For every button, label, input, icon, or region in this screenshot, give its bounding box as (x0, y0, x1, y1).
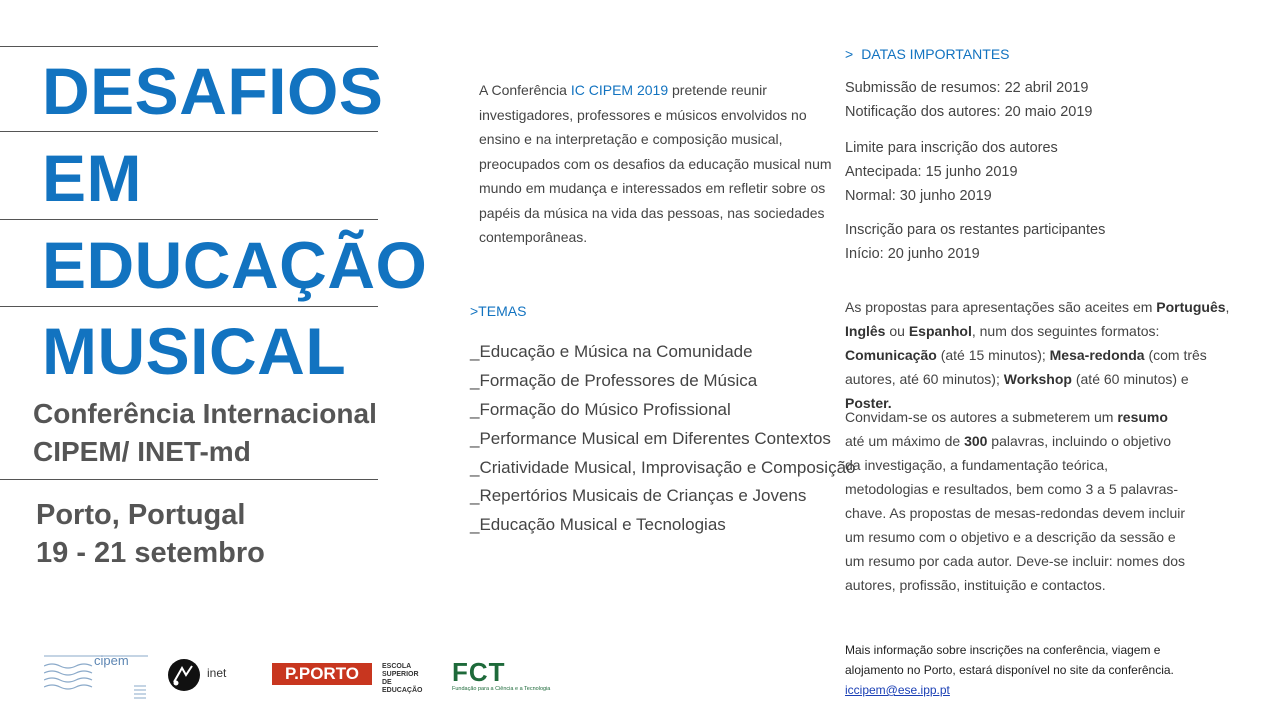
title-line-4: MUSICAL (42, 314, 347, 388)
intro-highlight: IC CIPEM 2019 (570, 82, 669, 98)
divider-2 (0, 219, 378, 220)
inet-logo (167, 658, 257, 694)
escola-line: SUPERIOR (382, 671, 419, 678)
submission-paragraph (845, 405, 1190, 597)
proposals-text: (até 60 minutos) e (1071, 371, 1189, 387)
intro-text: pretende reunir investigadores, professores e músicos envolvidos no ensino e na interpretação e composição musical, preocupados com os desafios da educação musical num mundo em mudança e interessados em refletir sobre os papéis da música na vida das pessoas, nas sociedades contemporâneas. (479, 82, 832, 245)
divider-3 (0, 306, 378, 307)
divider-4 (0, 479, 378, 480)
dates-heading (845, 46, 1010, 62)
escola-label (382, 663, 432, 695)
cipem-logo (44, 652, 150, 700)
divider-top (0, 46, 378, 47)
themes-heading: >TEMAS (470, 303, 527, 319)
dates-heading-label: DATAS IMPORTANTES (861, 46, 1010, 62)
footer-info (845, 640, 1205, 700)
fct-logo-text: FCT (452, 657, 506, 687)
date-others: Inscrição para os restantes participantes (845, 222, 1106, 238)
fct-logo-subtitle: Fundação para a Ciência e a Tecnologia (452, 686, 551, 692)
footer-text: Mais informação sobre inscrições na conferência, viagem e alojamento no Porto, estará disponível no site da conferência. (845, 643, 1174, 677)
pporto-logo (272, 663, 432, 693)
conference-name: Conferência Internacional (33, 398, 377, 429)
date-notification: Notificação dos autores: 20 maio 2019 (845, 104, 1093, 120)
submission-text: palavras, incluindo o objetivo da investigação, a fundamentação teórica, metodologias e resultados, bem como 3 a 5 palavras-chave. As propostas de mesas-redondas devem incluir um resumo com o objetivo e a descrição da sessão e um resumo por cada autor. Deve-se incluir: nomes dos autores, profissão, instituição e contactos. (845, 433, 1186, 593)
intro-paragraph (479, 78, 839, 250)
title-line-3: EDUCAÇÃO (42, 228, 428, 302)
format-communication: Comunicação (845, 347, 937, 363)
date-submission: Submissão de resumos: 22 abril 2019 (845, 80, 1089, 96)
proposals-text: (com três autores, até 60 minutos); (845, 347, 1207, 387)
proposals-text: (até 15 minutos); (936, 347, 1050, 363)
lang-spanish: Espanhol (908, 323, 972, 339)
date-author-limit: Limite para inscrição dos autores (845, 140, 1058, 156)
fct-logo (452, 657, 552, 695)
title-line-1: DESAFIOS (42, 54, 384, 128)
submission-text: Convidam-se os autores a submeterem um (845, 409, 1118, 425)
lang-portuguese: Português (1156, 299, 1226, 315)
date-early: Antecipada: 15 junho 2019 (845, 164, 1018, 180)
theme-item: _Performance Musical em Diferentes Contextos (470, 429, 831, 448)
escola-line: DE EDUCAÇÃO (382, 679, 423, 694)
lang-english: Inglês (845, 323, 886, 339)
pporto-badge (272, 663, 372, 685)
intro-prefix: A Conferência (479, 82, 571, 98)
proposals-text: , (1225, 299, 1230, 315)
theme-item: _Formação de Professores de Música (470, 371, 758, 390)
theme-item: _Criatividade Musical, Improvisação e Composição (470, 458, 856, 477)
format-roundtable: Mesa-redonda (1049, 347, 1145, 363)
venue-city: Porto, Portugal (36, 499, 246, 531)
escola-line: ESCOLA (382, 663, 412, 670)
chevron-right-icon: > (845, 46, 854, 62)
conference-org: CIPEM/ INET-md (33, 436, 251, 467)
email-link[interactable]: iccipem@ese.ipp.pt (845, 683, 950, 697)
proposals-text: , num dos seguintes formatos: (971, 323, 1160, 339)
proposals-text: ou (885, 323, 909, 339)
divider-1 (0, 131, 378, 132)
theme-item: _Formação do Músico Profissional (470, 400, 731, 419)
venue-dates: 19 - 21 setembro (36, 537, 265, 569)
pporto-logo-text: P.PORTO (284, 664, 359, 683)
submission-word-count: 300 (964, 433, 988, 449)
cipem-logo-text: cipem (94, 653, 129, 668)
theme-item: _Educação Musical e Tecnologias (470, 515, 726, 534)
date-normal: Normal: 30 junho 2019 (845, 188, 992, 204)
theme-item: _Repertórios Musicais de Crianças e Jovens (470, 486, 807, 505)
submission-resumo: resumo (1117, 409, 1168, 425)
title-line-2: EM (42, 141, 142, 215)
proposals-paragraph (845, 295, 1230, 415)
inet-logo-text: inet (207, 666, 227, 680)
submission-text: até um máximo de (845, 433, 965, 449)
proposals-text: As propostas para apresentações são aceites em (845, 299, 1157, 315)
date-start: Início: 20 junho 2019 (845, 246, 980, 262)
format-workshop: Workshop (1003, 371, 1072, 387)
inet-emblem-icon (167, 658, 201, 692)
format-poster: Poster. (845, 395, 892, 411)
theme-item: _Educação e Música na Comunidade (470, 342, 753, 361)
